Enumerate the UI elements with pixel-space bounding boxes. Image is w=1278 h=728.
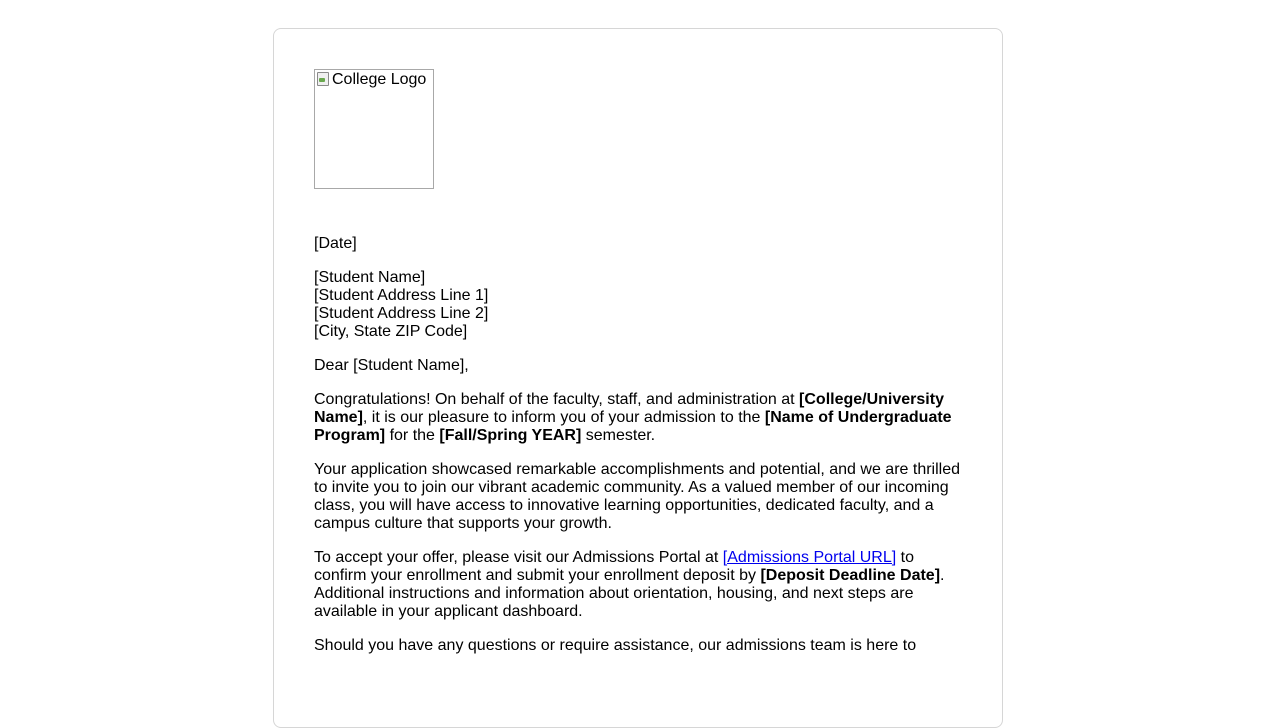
logo-alt-text: College Logo — [332, 71, 427, 88]
admissions-portal-link[interactable]: [Admissions Portal URL] — [722, 549, 897, 566]
address-line: [Student Address Line 2] — [314, 305, 489, 322]
college-logo — [314, 69, 434, 189]
address-line: [Student Address Line 1] — [314, 287, 489, 304]
recipient-address — [314, 269, 964, 341]
institution-name: [College/University Name] — [314, 391, 944, 426]
letter-card — [273, 28, 1003, 728]
program-name: [Name of Undergraduate Program] — [314, 409, 952, 444]
semester-name: [Fall/Spring YEAR] — [439, 427, 582, 444]
letter-date: [Date] — [314, 235, 357, 252]
address-line: [Student Name] — [314, 269, 426, 286]
paragraph-accept-offer — [314, 549, 964, 621]
address-line: [City, State ZIP Code] — [314, 323, 468, 340]
deposit-deadline: [Deposit Deadline Date] — [760, 567, 941, 584]
broken-image-icon — [316, 71, 330, 87]
para-text: To accept your offer, please visit our Admissions Portal at — [314, 549, 723, 566]
para-text: . Additional instructions and information about orientation, housing, and next steps are available in your applicant dashboard. — [314, 567, 945, 620]
salutation: Dear [Student Name], — [314, 357, 469, 374]
para-text: to confirm your enrollment and submit your enrollment deposit by — [314, 549, 914, 584]
paragraph-congratulations — [314, 391, 964, 445]
paragraph-questions: Should you have any questions or require assistance, our admissions team is here to — [314, 637, 917, 654]
para-text: Congratulations! On behalf of the faculty, staff, and administration at — [314, 391, 800, 408]
paragraph-application: Your application showcased remarkable accomplishments and potential, and we are thrilled to invite you to join our vibrant academic community. As a valued member of our incoming class, you will have access to innovative learning opportunities, dedicated faculty, and a campus culture that supports your growth. — [314, 461, 960, 532]
para-text: for the — [385, 427, 440, 444]
para-text: , it is our pleasure to inform you of your admission to the — [362, 409, 765, 426]
para-text: semester. — [581, 427, 656, 444]
letter-body — [314, 69, 964, 671]
